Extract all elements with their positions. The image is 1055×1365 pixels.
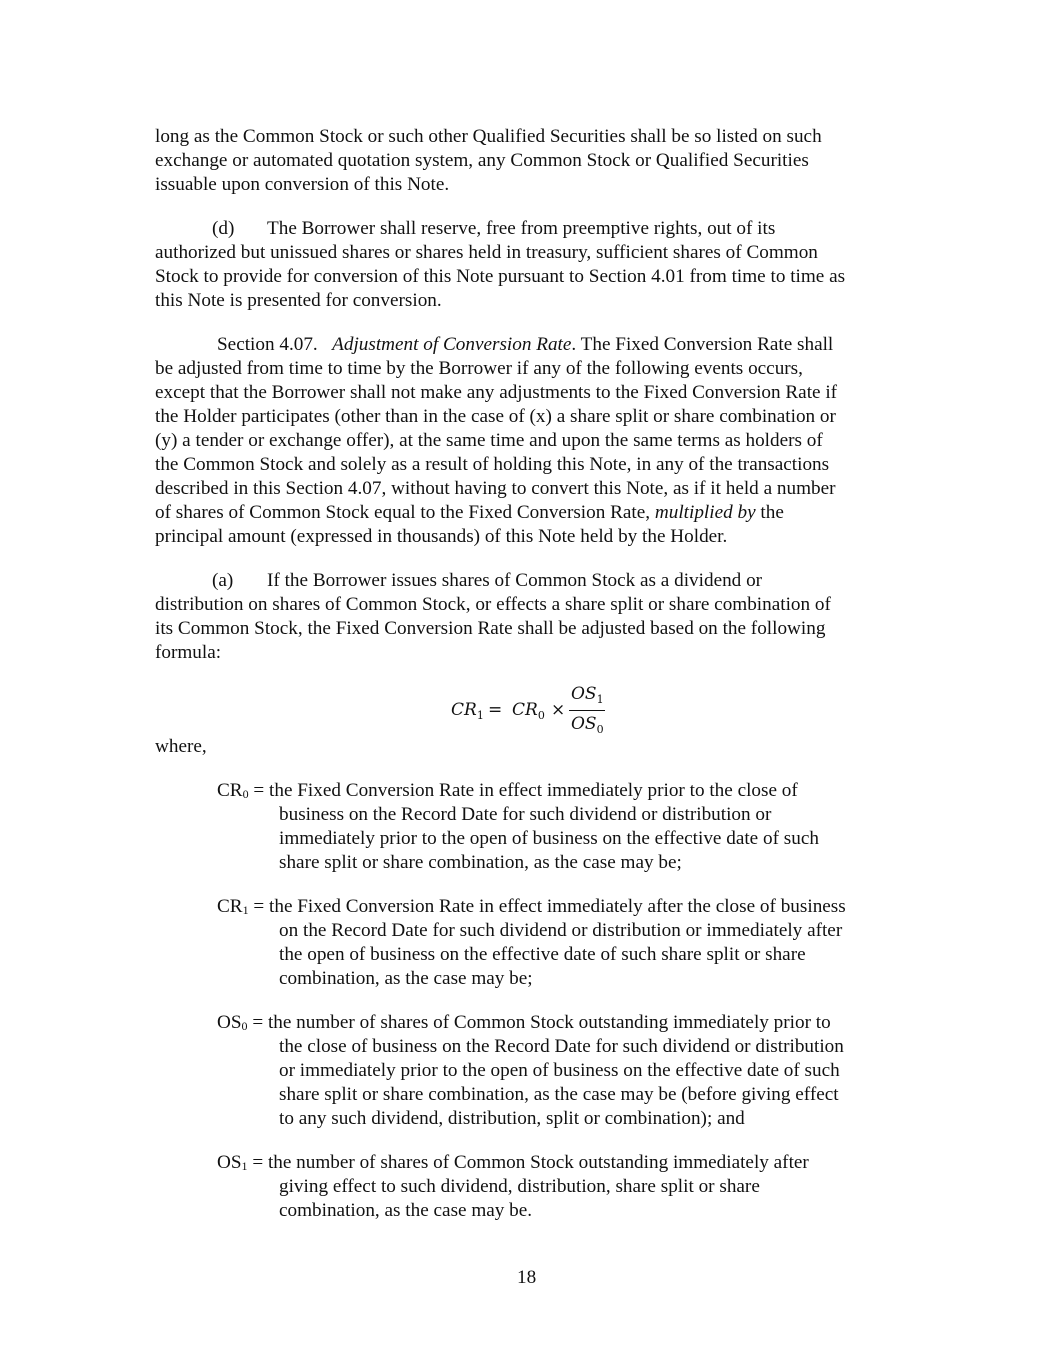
section-line: (y) a tender or exchange offer), at the same time and upon the same terms as holders of [155,430,823,451]
para-d-first-line: The Borrower shall reserve, free from preemptive rights, out of its [267,218,776,239]
para-a-line: formula: [155,642,222,663]
para-d-line: this Note is presented for conversion. [155,290,442,311]
intro-line: issuable upon conversion of this Note. [155,174,450,195]
formula-denominator: $OS_0$ [571,714,604,736]
section-line: principal amount (expressed in thousands) of this Note held by the Holder. [155,526,728,547]
section-heading-line [217,333,833,357]
section-number: Section 4.07. [217,334,318,355]
definition-first-line: OS0 = the number of shares of Common Stock outstanding immediately prior to [217,1012,831,1033]
para-a-line: distribution on shares of Common Stock, or effects a share split or share combination of [155,594,831,615]
formula-lhs: $CR_1$ [451,700,484,722]
definition-line: the close of business on the Record Date for such dividend or distribution [279,1036,844,1057]
section-line7-pre: of shares of Common Stock equal to the Fixed Conversion Rate, [155,502,651,523]
intro-line: exchange or automated quotation system, any Common Stock or Qualified Securities [155,150,809,171]
section-line: the Common Stock and solely as a result of holding this Note, in any of the transactions [155,454,830,475]
where-label: where, [155,736,207,757]
section-line: described in this Section 4.07, without having to convert this Note, as if it held a number [155,478,836,499]
para-d-label: (d) [212,218,235,239]
definition-first-line: CR0 = the Fixed Conversion Rate in effect immediately prior to the close of [217,780,798,801]
para-d-line: Stock to provide for conversion of this Note pursuant to Section 4.01 from time to time as [155,266,846,287]
para-d-line: authorized but unissued shares or shares held in treasury, sufficient shares of Common [155,242,818,263]
formula-numerator: $OS_1$ [571,684,604,706]
formula-fraction-bar [569,710,605,711]
definition-line: combination, as the case may be. [279,1200,533,1221]
section-line7-post: the [760,502,784,523]
definition-line: to any such dividend, distribution, split or combination); and [279,1108,745,1129]
definition-first-line: OS1 = the number of shares of Common Stock outstanding immediately after [217,1152,809,1173]
section-title: Adjustment of Conversion Rate [332,334,572,355]
definition-line: giving effect to such dividend, distribution, share split or share [279,1176,760,1197]
definition-line: business on the Record Date for such dividend or distribution or [279,804,772,825]
definition-line: the open of business on the effective date of such share split or share [279,944,806,965]
formula-rhs: $CR_0$ [512,700,545,722]
formula-times: × [551,700,566,720]
para-a-first-line: If the Borrower issues shares of Common Stock as a dividend or [267,570,763,591]
section-line: except that the Borrower shall not make any adjustments to the Fixed Conversion Rate if [155,382,838,403]
intro-line: long as the Common Stock or such other Qualified Securities shall be so listed on such [155,126,822,147]
section-line7-em: multiplied by [654,502,756,523]
definition-line: or immediately prior to the open of business on the effective date of such [279,1060,840,1081]
definition-line: combination, as the case may be; [279,968,533,989]
definition-first-line: CR1 = the Fixed Conversion Rate in effect immediately after the close of business [217,896,846,917]
section-first-rest: . The Fixed Conversion Rate shall [571,334,834,355]
formula-equals: = [488,700,503,720]
para-a-label: (a) [212,570,234,591]
section-line: the Holder participates (other than in the case of (x) a share split or share combination or [155,406,836,427]
definition-line: share split or share combination, as the case may be; [279,852,682,873]
definition-line: share split or share combination, as the case may be (before giving effect [279,1084,839,1105]
definition-line: on the Record Date for such dividend or distribution or immediately after [279,920,843,941]
page-number: 18 [517,1267,537,1288]
section-line [155,501,784,525]
definition-line: immediately prior to the open of business on the effective date of such [279,828,819,849]
section-line: be adjusted from time to time by the Borrower if any of the following events occurs, [155,358,803,379]
para-a-line: its Common Stock, the Fixed Conversion Rate shall be adjusted based on the following [155,618,826,639]
